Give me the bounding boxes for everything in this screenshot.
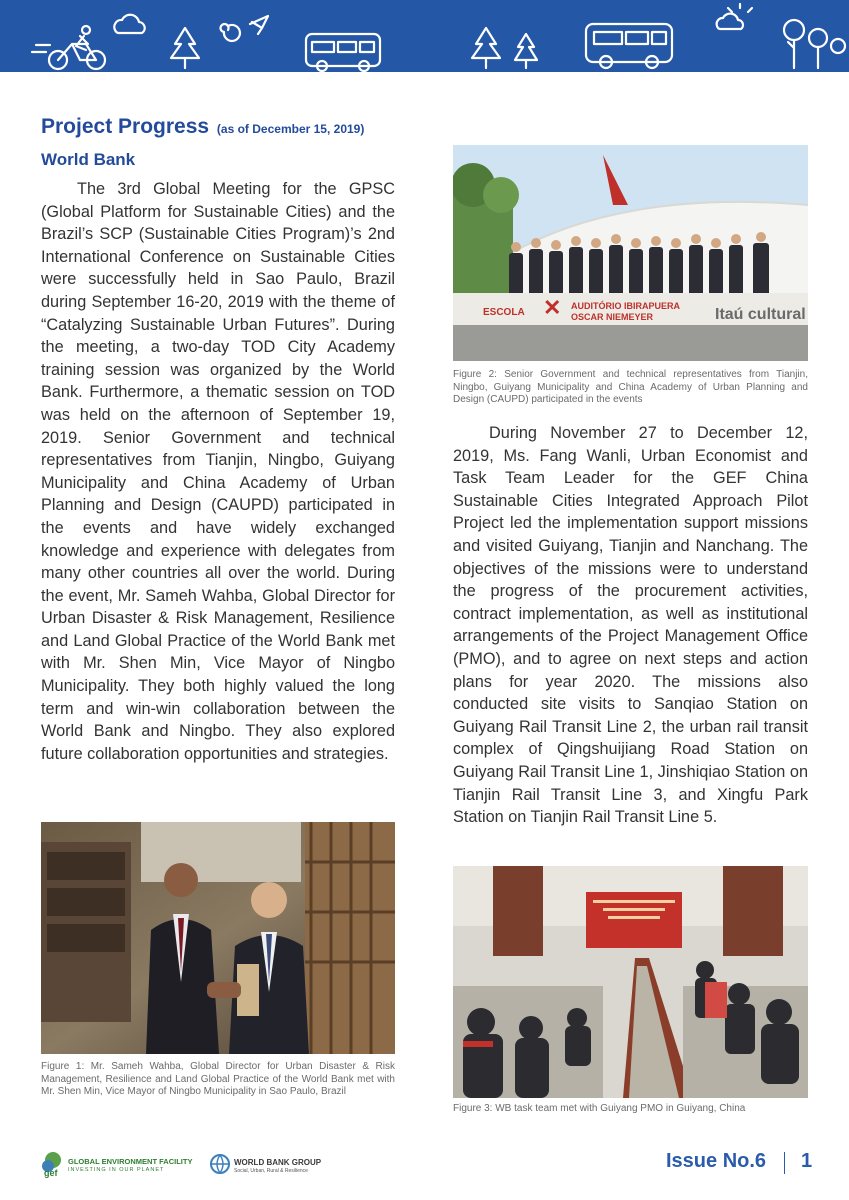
wbg-tagline: Social, Urban, Rural & Resilience (234, 1168, 308, 1174)
subsection-heading: World Bank (41, 150, 136, 169)
body-paragraph: During November 27 to December 12, 2019, Ms. Fang Wanli, Urban Economist and Task Team Leader for the GEF China Sustainable Cities Integrated Approach Pilot Project led the implementation support missions and visited Guiyang, Tianjin and Nanchang. The objectives of the missions were to understand the progress of the procurement activities, contract implementation, as well as institutional arrangements of the Project Management Office (PMO), and to agree on next steps and action plans for year 2020. The missions also conducted site visits to Sanqiao Station on Guiyang Rail Transit Line 2, the urban rail transit complex of Qingshuijiang Road Station on Guiyang Rail Transit Line 1, Jinshiqiao Station on Tianjin Rail Transit Line 3, and Xingfu Park Station on Tianjin Rail Transit Line 5. (453, 424, 808, 827)
fig2-sign-right: Itaú cultural (715, 306, 806, 323)
sun-cloud-icon (717, 4, 752, 29)
fig2-sign-main: AUDITÓRIO IBIRAPUERA (571, 301, 681, 311)
bus-icon (306, 34, 380, 71)
figure-2-caption: Figure 2: Senior Government and technical representatives from Tianjin, Ningbo, Guiyang Municipality and China Academy of Urban Planning and Design (CAUPD) participated in the events (453, 369, 808, 406)
svg-text:ESCOLA: ESCOLA (483, 307, 525, 318)
bus-icon (586, 24, 672, 68)
figure-1-caption: Figure 1: Mr. Sameh Wahba, Global Director for Urban Disaster & Risk Management, Resilience and Land Global Practice of the World Bank met with Mr. Shen Min, Vice Mayor of Ningbo Municipality in Sao Paulo, Brazil (41, 1061, 395, 1098)
figure-1-photo (41, 822, 395, 1054)
cyclist-icon (32, 26, 105, 69)
figure-3-photo (453, 866, 808, 1098)
svg-text:✕: ✕ (543, 295, 562, 320)
pine-tree-icon (171, 28, 199, 68)
airplane-icon (221, 16, 268, 41)
figure-2-photo (453, 145, 808, 361)
page-number: 1 (801, 1150, 813, 1172)
right-column (453, 422, 808, 829)
left-column (41, 178, 395, 765)
pine-tree-icon (472, 28, 537, 68)
body-paragraph: The 3rd Global Meeting for the GPSC (Global Platform for Sustainable Cities) and the Brazil’s SCP (Sustainable Cities Program)’s 2nd International Conference on Sustainable Cities were successfully held in Sao Paulo, Brazil during September 16-20, 2019 with the theme of “Catalyzing Sustainable Urban Futures”. During the meeting, a two-day TOD City Academy training session was organized by the World Bank. Furthermore, a thematic session on TOD was held on the afternoon of September 19, 2019. Senior Government and technical representatives from Tianjin, Ningbo, Guiyang Municipality and China Academy of Urban Planning and Design (CAUPD) participated in the events and have widely exchanged knowledge and experience with delegates from many other countries all over the world. During the event, Mr. Sameh Wahba, Global Director for Urban Disaster & Risk Management, Resilience and Land Global Practice of the World Bank met with Mr. Shen Min, Vice Mayor of Ningbo Municipality. They both highly valued the long term and win-win collaboration between the World Bank and Ningbo. They also explored future collaboration opportunities and strategies. (41, 180, 395, 763)
footer-divider (784, 1152, 785, 1174)
page-title (41, 115, 364, 139)
figure-3-caption: Figure 3: WB task team met with Guiyang PMO in Guiyang, China (453, 1103, 746, 1114)
section-date: (as of December 15, 2019) (216, 122, 365, 136)
fig2-sign-sub: OSCAR NIEMEYER (571, 312, 654, 322)
gef-mark-text: gef (44, 1168, 58, 1178)
tree-icon (784, 20, 845, 68)
globe-icon (210, 1154, 230, 1174)
wbg-name: WORLD BANK GROUP (234, 1158, 322, 1167)
issue-label: Issue No.6 (666, 1150, 767, 1172)
footer-logos (40, 1144, 340, 1184)
section-title: Project Progress (41, 115, 210, 138)
gef-name: GLOBAL ENVIRONMENT FACILITY (68, 1157, 193, 1166)
gef-logo (40, 1148, 193, 1180)
cloud-icon (114, 15, 144, 33)
top-banner (0, 0, 849, 72)
gef-tagline: INVESTING IN OUR PLANET (68, 1167, 165, 1173)
world-bank-group-logo (210, 1148, 350, 1180)
